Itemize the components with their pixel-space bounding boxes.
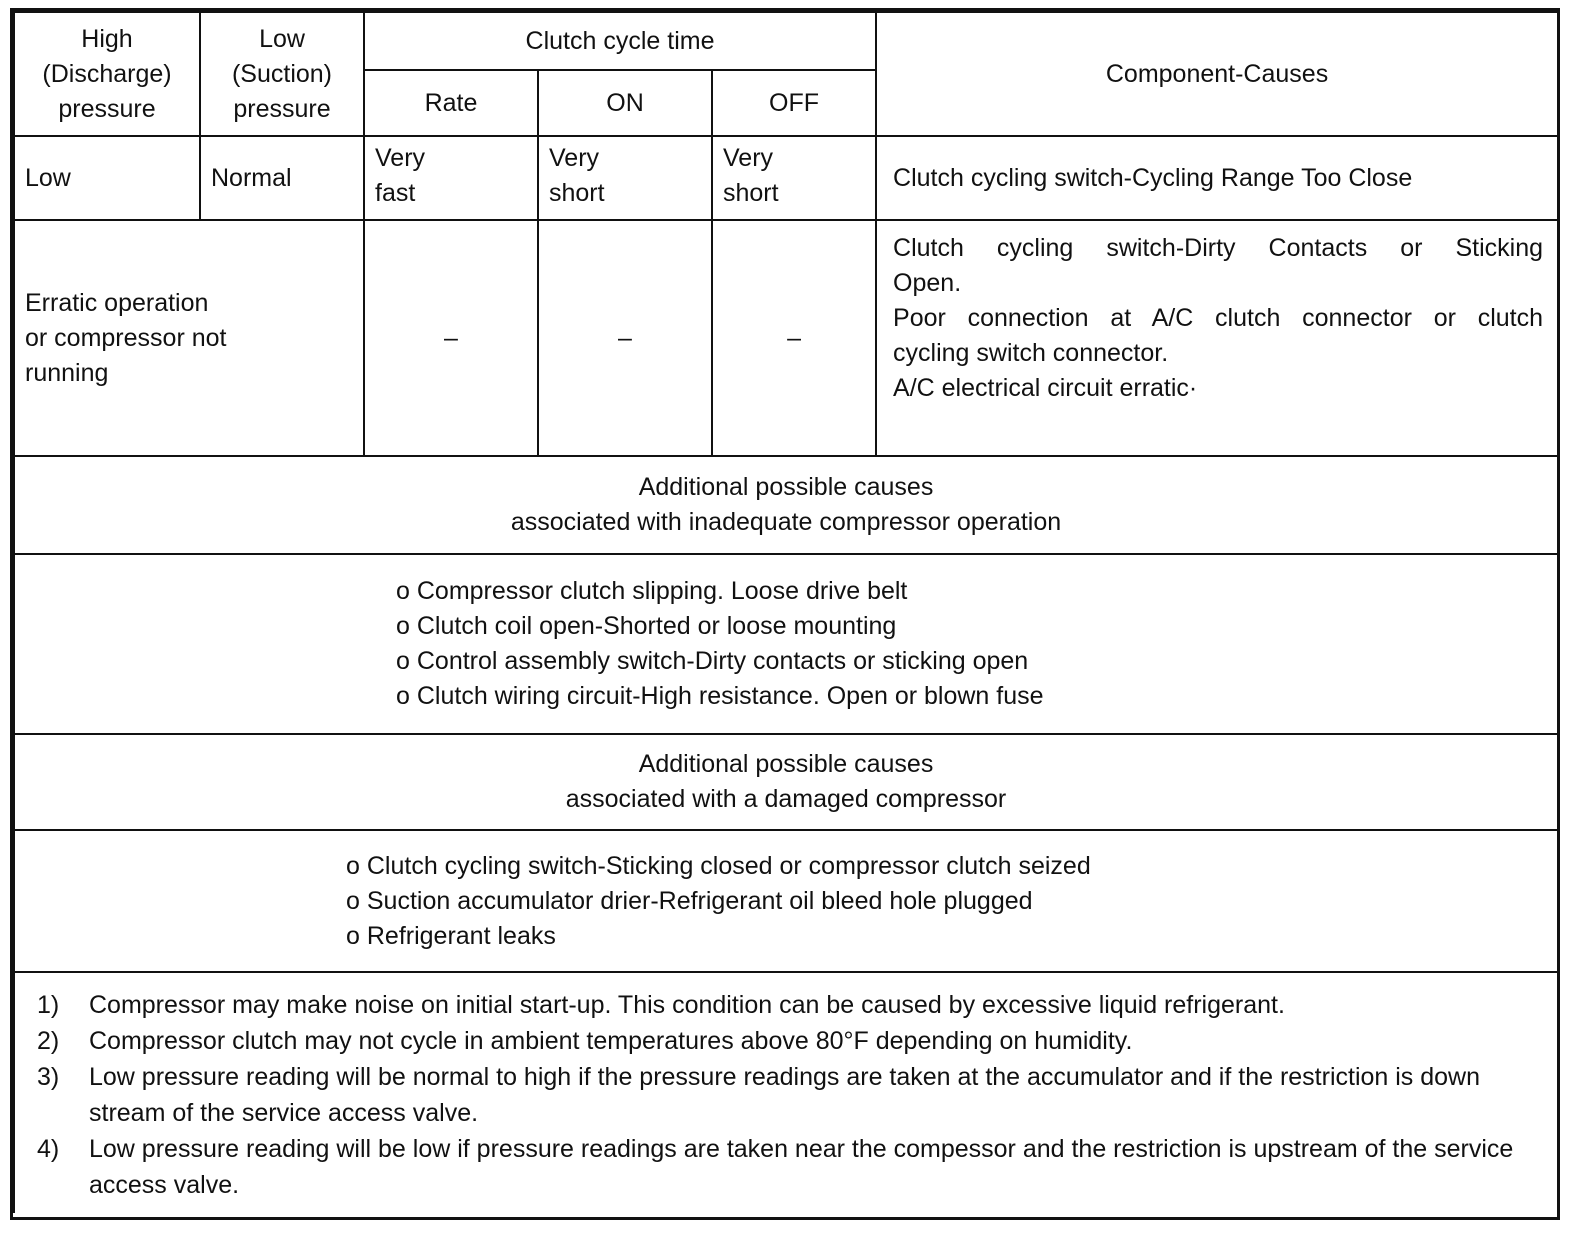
high-pressure-header-line: (Discharge)	[42, 59, 172, 88]
rate-value-line: Very	[375, 144, 426, 172]
component-causes-value	[876, 220, 1558, 456]
section-title-row	[14, 734, 1558, 830]
component-causes-value: Clutch cycling switch-Cycling Range Too Close	[876, 136, 1558, 220]
footnote-number: 1)	[37, 991, 60, 1019]
high-pressure-header	[14, 12, 200, 136]
rate-value	[364, 136, 538, 220]
rate-dash: –	[364, 220, 538, 456]
notes-row	[14, 972, 1558, 1213]
section-items-row	[14, 830, 1558, 972]
off-value	[712, 136, 876, 220]
footnote-text: Compressor may make noise on initial start-up. This condition can be caused by excessive liquid refrigerant.	[89, 991, 1285, 1019]
header-row	[14, 12, 1558, 70]
footnote	[37, 1023, 1537, 1059]
section-title-inadequate-operation	[14, 456, 1558, 554]
condition-line: Erratic operation	[25, 288, 209, 317]
section-title-damaged-compressor	[14, 734, 1558, 830]
list-item: o Clutch cycling switch-Sticking closed or compressor clutch seized	[346, 851, 1091, 880]
footnote-text: Compressor clutch may not cycle in ambient temperatures above 80°F depending on humidity.	[89, 1027, 1133, 1055]
footnote	[37, 1059, 1537, 1131]
footnote-number: 3)	[37, 1063, 60, 1091]
list-item: o Compressor clutch slipping. Loose drive belt	[396, 577, 908, 605]
condition-line: running	[25, 358, 109, 387]
cause-line: cycling switch connector.	[893, 339, 1169, 367]
on-dash: –	[538, 220, 712, 456]
diagnosis-table	[13, 11, 1559, 1213]
list-item: o Clutch coil open-Shorted or loose mounting	[396, 612, 897, 640]
off-value-line: Very	[723, 144, 774, 172]
footnote-number: 4)	[37, 1135, 60, 1163]
high-pressure-value: Low	[14, 136, 200, 220]
footnote	[37, 1131, 1537, 1203]
low-pressure-header-line: (Suction)	[231, 59, 333, 88]
off-header: OFF	[712, 70, 876, 136]
section-title-line: associated with inadequate compressor operation	[510, 508, 1062, 536]
component-causes-header: Component-Causes	[876, 12, 1558, 136]
condition-line: or compressor not	[25, 323, 227, 352]
diagnosis-table-sheet	[10, 8, 1560, 1220]
inadequate-operation-causes	[14, 554, 1558, 734]
rate-header: Rate	[364, 70, 538, 136]
table-row	[14, 220, 1558, 456]
low-pressure-header-line: pressure	[233, 94, 331, 123]
high-pressure-header-line: pressure	[58, 94, 156, 123]
list-item: o Control assembly switch-Dirty contacts or sticking open	[396, 647, 1029, 675]
erratic-operation-cell	[14, 220, 364, 456]
off-dash: –	[712, 220, 876, 456]
table-row	[14, 136, 1558, 220]
damaged-compressor-causes	[14, 830, 1558, 972]
low-pressure-header	[200, 12, 364, 136]
cause-line: Open.	[893, 269, 962, 297]
cause-line: A/C electrical circuit erratic·	[893, 374, 1198, 402]
on-value-line: Very	[549, 144, 600, 172]
low-pressure-header-line: Low	[259, 24, 305, 53]
cause-line: Poor connection at A/C clutch connector or clutch	[893, 304, 1544, 332]
off-value-line: short	[723, 179, 779, 207]
footnote-text: Low pressure reading will be low if pressure readings are taken near the compessor and the restriction is upstream of the service access valve.	[89, 1135, 1514, 1199]
footnote	[37, 987, 1537, 1023]
section-items-row	[14, 554, 1558, 734]
cause-line: Clutch cycling switch-Dirty Contacts or Sticking	[893, 234, 1544, 262]
on-header: ON	[538, 70, 712, 136]
footnote-number: 2)	[37, 1027, 60, 1055]
on-value	[538, 136, 712, 220]
rate-value-line: fast	[375, 179, 416, 207]
on-value-line: short	[549, 179, 605, 207]
list-item: o Suction accumulator drier-Refrigerant oil bleed hole plugged	[346, 886, 1033, 915]
high-pressure-header-line: High	[81, 24, 133, 53]
list-item: o Clutch wiring circuit-High resistance. Open or blown fuse	[396, 682, 1044, 710]
footnotes	[14, 972, 1558, 1213]
low-pressure-value: Normal	[200, 136, 364, 220]
footnote-text: Low pressure reading will be normal to high if the pressure readings are taken at the accumulator and if the restriction is down stream of the service access valve.	[89, 1063, 1481, 1127]
list-item: o Refrigerant leaks	[346, 921, 556, 950]
section-title-line: Additional possible causes	[638, 473, 934, 501]
section-title-line: Additional possible causes	[638, 750, 934, 778]
section-title-row	[14, 456, 1558, 554]
section-title-line: associated with a damaged compressor	[565, 785, 1007, 813]
clutch-cycle-time-header: Clutch cycle time	[364, 12, 876, 70]
